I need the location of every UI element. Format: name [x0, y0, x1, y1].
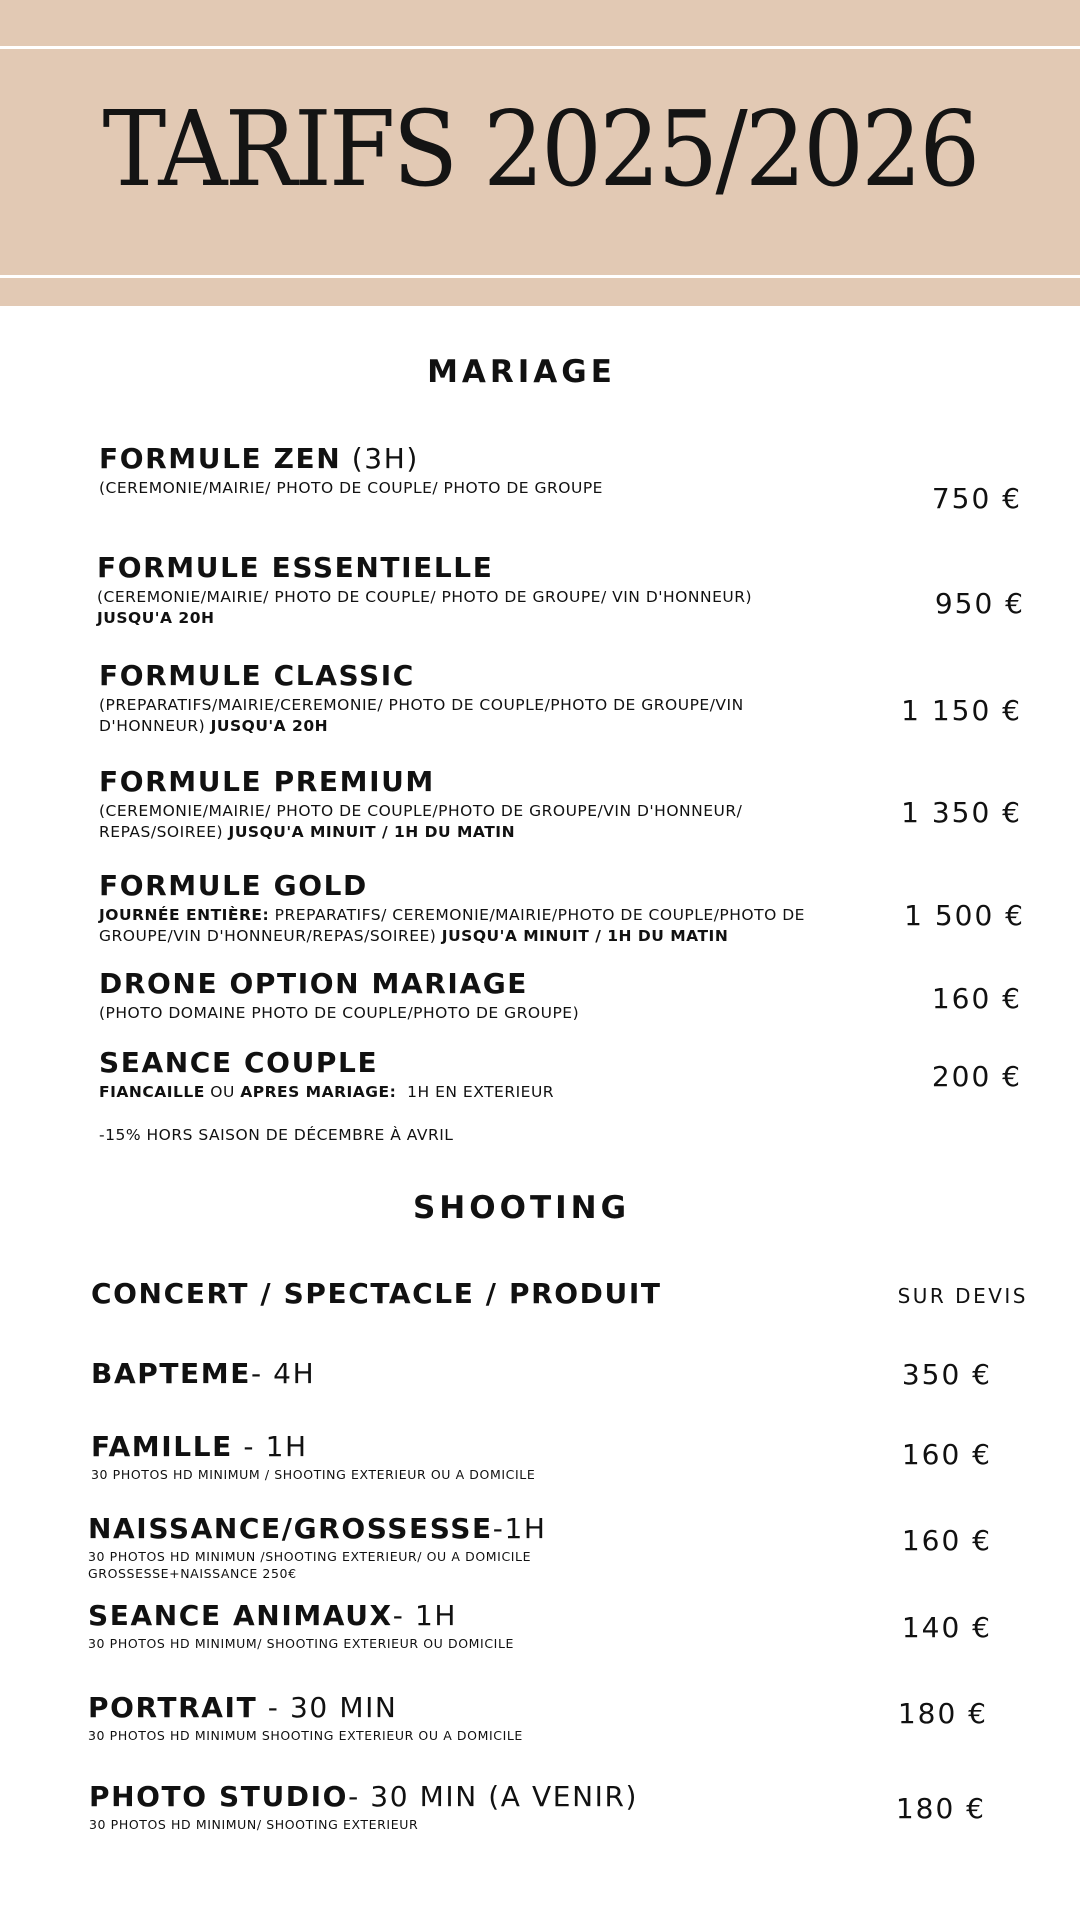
- item-name: SEANCE COUPLE: [99, 1046, 379, 1079]
- item-famille: [91, 1430, 791, 1483]
- item-seance-couple: [99, 1046, 839, 1103]
- item-desc-lead: JOURNÉE ENTIÈRE:: [99, 906, 270, 924]
- item-suffix: -1H: [492, 1512, 547, 1545]
- item-name: FORMULE ESSENTIELLE: [97, 551, 494, 584]
- item-name: FORMULE PREMIUM: [99, 765, 435, 798]
- item-name: CONCERT / SPECTACLE / PRODUIT: [91, 1277, 662, 1310]
- item-desc: 30 PHOTOS HD MINIMUN /SHOOTING EXTERIEUR/ OU A DOMICILE: [88, 1549, 532, 1564]
- item-desc: 30 PHOTOS HD MINIMUN/ SHOOTING EXTERIEUR: [89, 1817, 419, 1832]
- item-suffix: - 30 MIN (A VENIR): [348, 1780, 639, 1813]
- item-name: FORMULE CLASSIC: [99, 659, 415, 692]
- item-desc-2: GROSSESSE+NAISSANCE 250€: [88, 1566, 297, 1581]
- item-desc: (CEREMONIE/MAIRIE/ PHOTO DE COUPLE/ PHOTO DE GROUPE: [99, 479, 603, 497]
- item-desc-tail: 1H EN EXTERIEUR: [407, 1083, 555, 1101]
- price-formule-essentielle: 950 €: [934, 587, 1025, 620]
- item-suffix: - 1H: [232, 1430, 308, 1463]
- price-photo-studio: 180 €: [895, 1792, 986, 1825]
- item-desc: 30 PHOTOS HD MINIMUM / SHOOTING EXTERIEUR OU A DOMICILE: [91, 1467, 536, 1482]
- price-formule-classic: 1 150 €: [901, 694, 1022, 727]
- section-title-mariage: MARIAGE: [427, 354, 616, 390]
- section-title-shooting: SHOOTING: [412, 1190, 631, 1226]
- item-desc: (CEREMONIE/MAIRIE/ PHOTO DE COUPLE/ PHOTO DE GROUPE/ VIN D'HONNEUR): [97, 588, 753, 606]
- item-suffix: - 4H: [250, 1357, 316, 1390]
- page-title: TARIFS 2025/2026: [102, 88, 978, 210]
- item-name: FORMULE GOLD: [99, 869, 368, 902]
- item-desc: (PHOTO DOMAINE PHOTO DE COUPLE/PHOTO DE GROUPE): [99, 1004, 580, 1022]
- item-bapteme: [91, 1357, 791, 1390]
- item-desc: 30 PHOTOS HD MINIMUM SHOOTING EXTERIEUR OU A DOMICILE: [88, 1728, 523, 1743]
- item-desc-bold: JUSQU'A MINUIT / 1H DU MATIN: [228, 823, 516, 841]
- item-desc: (CEREMONIE/MAIRIE/ PHOTO DE COUPLE/PHOTO DE GROUPE/VIN D'HONNEUR/ REPAS/SOIREE): [99, 802, 743, 841]
- item-suffix: - 30 MIN: [257, 1691, 398, 1724]
- item-formule-premium: [99, 765, 839, 843]
- price-formule-gold: 1 500 €: [904, 899, 1025, 932]
- item-formule-essentielle: [97, 551, 877, 629]
- price-naissance-grossesse: 160 €: [901, 1524, 992, 1557]
- item-name: PHOTO STUDIO: [89, 1780, 349, 1813]
- price-formule-zen: 750 €: [931, 482, 1022, 515]
- item-name: NAISSANCE/GROSSESSE: [88, 1512, 493, 1545]
- item-naissance-grossesse: [88, 1512, 788, 1582]
- item-suffix: - 1H: [392, 1599, 458, 1632]
- price-bapteme: 350 €: [901, 1358, 992, 1391]
- price-drone-option: 160 €: [931, 982, 1022, 1015]
- item-concert: [91, 1277, 791, 1310]
- item-formule-zen: [99, 442, 859, 499]
- item-desc-bold: JUSQU'A MINUIT / 1H DU MATIN: [441, 927, 729, 945]
- header-bottom-line: [0, 275, 1080, 278]
- item-desc-bold: JUSQU'A 20H: [210, 717, 329, 735]
- price-famille: 160 €: [901, 1438, 992, 1471]
- item-formule-classic: [99, 659, 839, 737]
- header-top-line: [0, 46, 1080, 49]
- price-concert: SUR DEVIS: [897, 1284, 1028, 1308]
- item-name: PORTRAIT: [88, 1691, 258, 1724]
- item-desc: (PREPARATIFS/MAIRIE/CEREMONIE/ PHOTO DE COUPLE/PHOTO DE GROUPE/VIN D'HONNEUR): [99, 696, 744, 735]
- price-portrait: 180 €: [897, 1697, 988, 1730]
- item-desc-bold: JUSQU'A 20H: [97, 609, 215, 627]
- item-seance-animaux: [88, 1599, 788, 1652]
- header-banner: [0, 0, 1080, 306]
- item-drone-option: [99, 967, 839, 1024]
- price-formule-premium: 1 350 €: [901, 796, 1022, 829]
- off-season-note: -15% HORS SAISON DE DÉCEMBRE À AVRIL: [99, 1126, 454, 1144]
- item-name: FAMILLE: [91, 1430, 233, 1463]
- item-name: DRONE OPTION MARIAGE: [99, 967, 529, 1000]
- item-desc: PREPARATIFS/ CEREMONIE/MAIRIE/PHOTO DE COUPLE/PHOTO DE GROUPE/VIN D'HONNEUR/REPAS/SOIREE): [99, 906, 805, 945]
- item-desc-mid: OU: [210, 1083, 235, 1101]
- item-desc-bold-1: FIANCAILLE: [99, 1083, 205, 1101]
- price-seance-animaux: 140 €: [901, 1611, 992, 1644]
- item-desc: 30 PHOTOS HD MINIMUM/ SHOOTING EXTERIEUR OU DOMICILE: [88, 1636, 515, 1651]
- item-photo-studio: [89, 1780, 809, 1833]
- item-portrait: [88, 1691, 788, 1744]
- item-suffix: (3H): [341, 442, 419, 475]
- item-name: SEANCE ANIMAUX: [88, 1599, 393, 1632]
- price-seance-couple: 200 €: [931, 1060, 1022, 1093]
- item-formule-gold: [99, 869, 849, 947]
- item-desc-bold-2: APRES MARIAGE:: [240, 1083, 397, 1101]
- item-name: BAPTEME: [91, 1357, 251, 1390]
- item-name: FORMULE ZEN: [99, 442, 342, 475]
